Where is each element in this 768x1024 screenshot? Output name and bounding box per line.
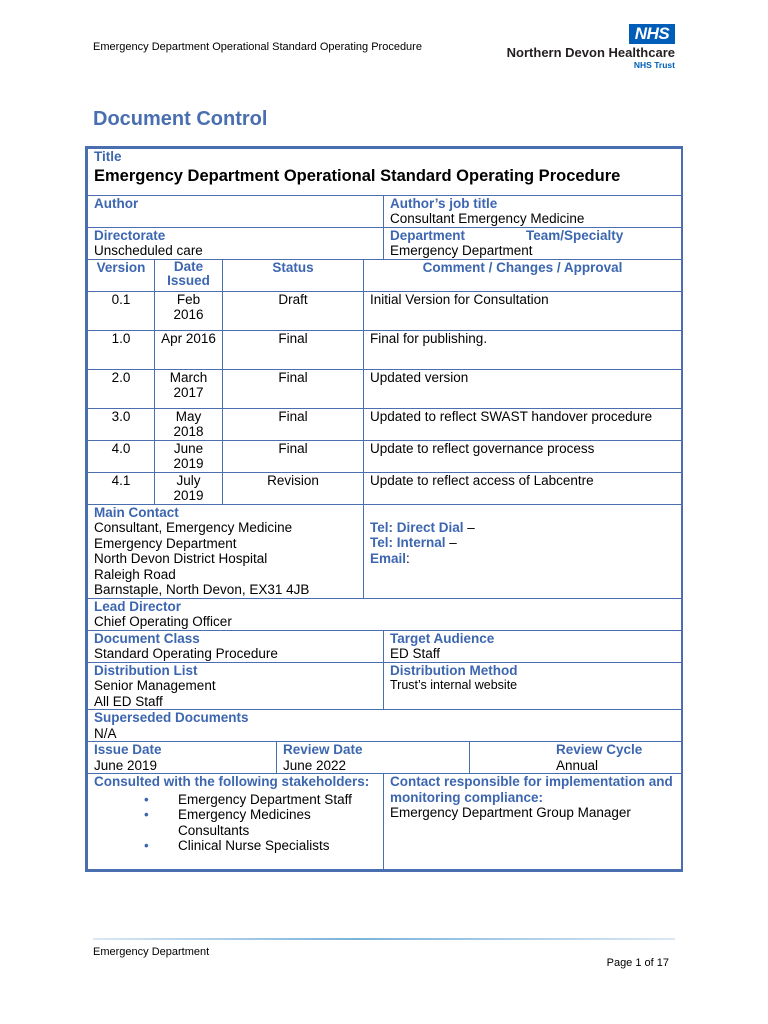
org-subtitle: NHS Trust: [633, 60, 675, 70]
page-title: Document Control: [93, 108, 268, 130]
main-contact-label: Main Contact: [94, 504, 179, 520]
main-contact-row: [88, 504, 682, 598]
tel-internal-label: Tel: Internal: [370, 535, 446, 550]
comment-cell: Final for publishing.: [364, 330, 682, 369]
tel-direct-label: Tel: Direct Dial: [370, 519, 464, 535]
date-cell: July 2019: [155, 472, 223, 504]
author-row: [88, 195, 682, 227]
department-label: Department: [390, 227, 466, 243]
distribution-list-item: All ED Staff: [94, 693, 163, 709]
review-date-value: June 2022: [283, 757, 347, 773]
department-team-labels: [390, 228, 675, 244]
org-name: Northern Devon Healthcare: [506, 45, 675, 60]
tel-internal-value: –: [445, 535, 457, 550]
running-header: Emergency Department Operational Standard Operating Procedure: [93, 41, 422, 53]
comment-cell: Updated version: [364, 369, 682, 408]
date-issued-header: Date Issued: [155, 259, 223, 291]
version-row: [88, 472, 682, 504]
footer-divider: [93, 938, 675, 940]
footer-department: Emergency Department: [93, 946, 210, 958]
version-row: [88, 330, 682, 369]
status-cell: Draft: [223, 291, 364, 330]
version-cell: 4.0: [88, 440, 155, 472]
target-audience-label: Target Audience: [390, 630, 495, 646]
version-cell: 2.0: [88, 369, 155, 408]
superseded-value: N/A: [94, 725, 117, 741]
version-header: Version: [88, 259, 155, 291]
status-cell: Final: [223, 440, 364, 472]
status-cell: Final: [223, 330, 364, 369]
dates-row: [88, 742, 682, 774]
lead-director-label: Lead Director: [94, 598, 182, 614]
date-cell: June 2019: [155, 440, 223, 472]
contact-responsible-label: Contact responsible for implementation and monitoring compliance:: [390, 774, 673, 805]
version-header-row: [88, 259, 682, 291]
consulted-list: [94, 792, 377, 854]
contact-line: Consultant, Emergency Medicine: [94, 520, 293, 535]
contact-line: Emergency Department: [94, 535, 237, 551]
nhs-logo: NHS: [629, 24, 675, 44]
contact-line: Barnstaple, North Devon, EX31 4JB: [94, 582, 310, 597]
status-cell: Final: [223, 408, 364, 440]
review-cycle-label: Review Cycle: [556, 742, 643, 757]
version-row: [88, 291, 682, 330]
status-cell: Revision: [223, 472, 364, 504]
list-item: • Emergency Medicines Consultants: [94, 807, 377, 838]
issue-date-label: Issue Date: [94, 742, 162, 757]
consulted-label: Consulted with the following stakeholders:: [94, 774, 370, 789]
date-cell: Feb 2016: [155, 291, 223, 330]
distribution-list-item: Senior Management: [94, 678, 216, 693]
document-class-value: Standard Operating Procedure: [94, 646, 278, 661]
distribution-list-label: Distribution List: [94, 662, 198, 678]
version-row: [88, 440, 682, 472]
comment-cell: Update to reflect governance process: [364, 440, 682, 472]
version-cell: 0.1: [88, 291, 155, 330]
email-label: Email: [370, 550, 407, 566]
title-label: Title: [94, 149, 122, 164]
comment-cell: Initial Version for Consultation: [364, 291, 682, 330]
version-cell: 1.0: [88, 330, 155, 369]
email: [370, 551, 675, 567]
date-cell: May 2018: [155, 408, 223, 440]
lead-director-value: Chief Operating Officer: [94, 614, 232, 629]
issue-date-value: June 2019: [94, 757, 158, 773]
tel-direct-value: –: [463, 519, 475, 535]
version-cell: 4.1: [88, 472, 155, 504]
distribution-method-value: Trust’s internal website: [390, 678, 518, 692]
job-title-value: Consultant Emergency Medicine: [390, 211, 585, 226]
comment-cell: Update to reflect access of Labcentre: [364, 472, 682, 504]
lead-director-row: [88, 598, 682, 630]
contact-responsible-value: Emergency Department Group Manager: [390, 805, 631, 820]
date-cell: March 2017: [155, 369, 223, 408]
document-class-row: [88, 630, 682, 662]
directorate-value: Unscheduled care: [94, 243, 203, 258]
review-cycle-value: Annual: [556, 757, 599, 773]
date-cell: Apr 2016: [155, 330, 223, 369]
tel-internal: [370, 535, 675, 551]
job-title-label: Author’s job title: [390, 195, 498, 211]
department-value: Emergency Department: [390, 243, 533, 258]
contact-line: Raleigh Road: [94, 566, 176, 582]
comment-header: Comment / Changes / Approval: [364, 259, 682, 291]
title-value: Emergency Department Operational Standard Operating Procedure: [94, 166, 621, 185]
page-number: Page 1 of 17: [606, 957, 669, 969]
document-control-table: [85, 146, 683, 872]
title-row: [88, 149, 682, 196]
tel-direct: [370, 520, 675, 536]
comment-cell: Updated to reflect SWAST handover procedure: [364, 408, 682, 440]
distribution-row: [88, 662, 682, 710]
superseded-row: [88, 710, 682, 742]
target-audience-value: ED Staff: [390, 646, 441, 661]
consultation-row: [88, 774, 682, 870]
email-value: :: [406, 550, 410, 566]
list-item: • Emergency Department Staff: [94, 792, 377, 808]
directorate-row: [88, 227, 682, 259]
review-date-label: Review Date: [283, 742, 363, 757]
distribution-method-label: Distribution Method: [390, 662, 518, 678]
status-header: Status: [223, 259, 364, 291]
contact-line: North Devon District Hospital: [94, 551, 268, 566]
document-class-label: Document Class: [94, 630, 200, 646]
directorate-label: Directorate: [94, 227, 166, 243]
status-cell: Final: [223, 369, 364, 408]
version-cell: 3.0: [88, 408, 155, 440]
author-label: Author: [94, 195, 139, 211]
version-row: [88, 408, 682, 440]
version-row: [88, 369, 682, 408]
team-specialty-label: Team/Specialty: [526, 227, 624, 243]
superseded-label: Superseded Documents: [94, 710, 249, 725]
list-item: • Clinical Nurse Specialists: [94, 838, 377, 854]
